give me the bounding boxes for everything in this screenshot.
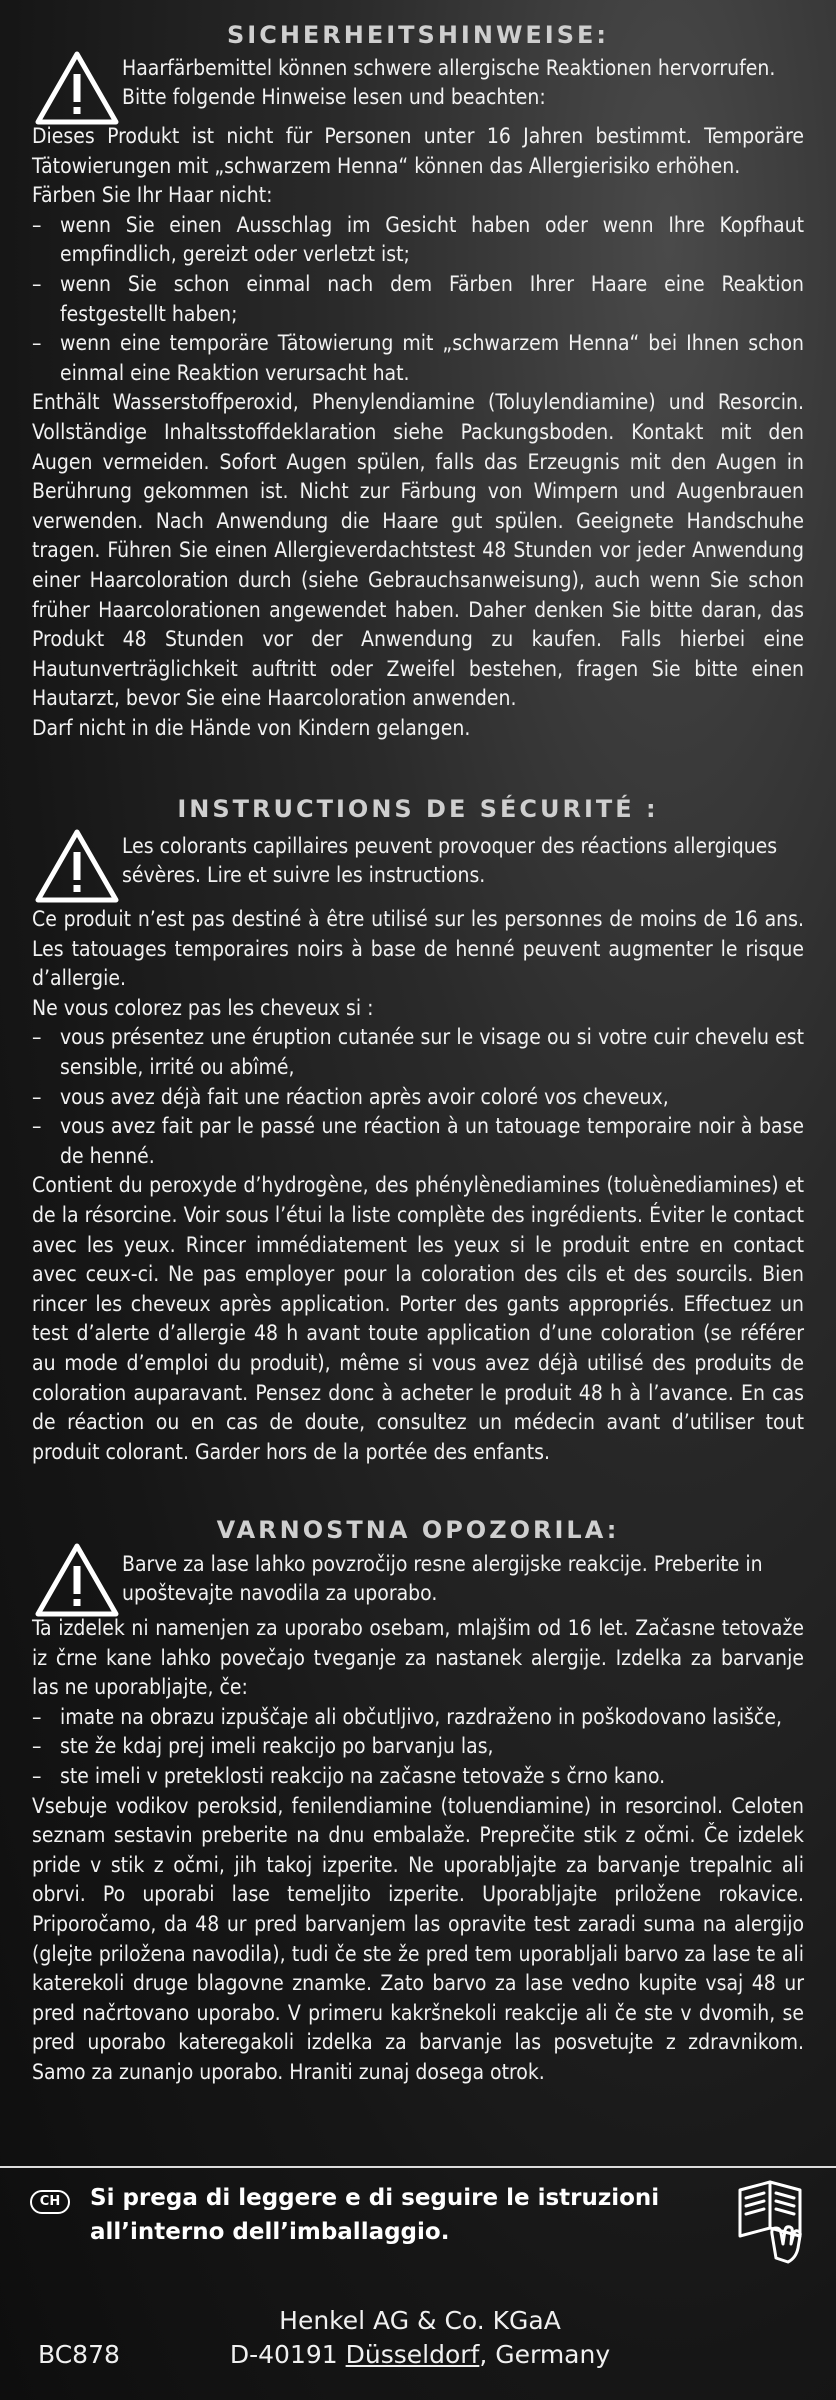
leaflet-hand-icon [730, 2170, 814, 2266]
de-lead: Färben Sie Ihr Haar nicht: [32, 183, 273, 208]
de-bullet: – wenn Sie schon einmal nach dem Färben Ihrer Haare eine Reaktion festgestellt haben; [32, 271, 804, 326]
de-bullet: – wenn Sie einen Ausschlag im Gesicht haben oder wenn Ihre Kopfhaut empfindlich, gereizt oder verletzt ist; [32, 212, 804, 267]
de-warning-text: Haarfärbemittel können schwere allergische Reaktionen hervorrufen. Bitte folgende Hinweise lesen und beachten: [122, 56, 776, 109]
product-code: BC878 [38, 2340, 120, 2369]
address-country: , Germany [479, 2340, 611, 2369]
divider [0, 2166, 836, 2168]
de-closing: Darf nicht in die Hände von Kindern gelangen. [32, 715, 471, 740]
de-section-title: SICHERHEITSHINWEISE: [226, 21, 610, 49]
fr-bullet: – vous avez déjà fait une réaction après avoir coloré vos cheveux, [32, 1084, 669, 1109]
sl-body [32, 1614, 804, 2088]
fr-section-title: INSTRUCTIONS DE SÉCURITÉ : [177, 795, 659, 823]
fr-paragraph: Contient du peroxyde d’hydrogène, des phénylènediamines (toluènediamines) et de la résorcine. Voir sous l’étui la liste complète des ingrédients. Éviter le contact avec les yeux. Rincer immédiatement les yeux si le produit entre en contact avec ceux-ci. Ne pas employer pour la coloration des cils et des sourcils. Bien rincer les cheveux après application. Porter des gants appropriés. Effectuez un test d’alerte d’allergie 48 h avant toute application d’une coloration (se référer au mode d’emploi du produit), même si vous avez déjà utilisé des produits de coloration auparavant. Pensez donc à acheter le produit 48 h à l’avance. En cas de réaction ou en cas de doute, consultez un médecin avant d’utiliser tout produit colorant. Garder hors de la portée des enfants. [32, 1173, 804, 1464]
fr-bullet: – vous avez fait par le passé une réaction à un tatouage temporaire noir à base de henné. [32, 1114, 804, 1168]
ch-country-badge: CH [30, 2190, 70, 2214]
ch-instruction-text: Si prega di leggere e di seguire le istruzioni all’interno dell’imballaggio. [90, 2185, 660, 2245]
sl-warning-text: Barve za lase lahko povzročijo resne alergijske reakcije. Preberite in upoštevajte navodila za uporabo. [122, 1552, 763, 1605]
de-body [32, 122, 804, 743]
fr-body [32, 905, 804, 1467]
fr-intro: Ce produit n’est pas destiné à être utilisé sur les personnes de moins de 16 ans. Les tatouages temporaires noirs à base de henné peuvent augmenter le risque d’allergie. [32, 907, 804, 991]
sl-paragraph: Vsebuje vodikov peroksid, fenilendiamine (toluendiamine) in resorcinol. Celoten seznam sestavin preberite na dnu embalaže. Preprečite stik z očmi. Če izdelek pride v stik z očmi, jih takoj izperite. Ne uporabljajte za barvanje trepalnic ali obrvi. Po uporabi lase temeljito izperite. Uporabljajte priložene rokavice. Priporočamo, da 48 ur pred barvanjem las opravite test zaradi suma na alergijo (glejte priložena navodila), tudi če ste že pred tem uporabljali barvo za lase te ali katerekoli druge blagovne znamke. Zato barvo za lase vedno kupite vsaj 48 ur pred načrtovano uporabo. V primeru kakršnekoli reakcije ali če ste v dvomih, se pred uporabo kateregakoli izdelka za barvanje las posvetujte z zdravnikom. Samo za zunanjo uporabo. Hraniti zunaj dosega otrok. [32, 1793, 804, 2084]
warning-triangle-icon [34, 828, 120, 904]
company-address [170, 2340, 670, 2369]
de-bullet: – wenn eine temporäre Tätowierung mit „schwarzem Henna“ bei Ihnen schon einmal eine Reaktion verursacht hat. [32, 331, 804, 385]
sl-intro: Ta izdelek ni namenjen za uporabo osebam, mlajšim od 16 let. Začasne tetovaže iz črne kane lahko povečajo tveganje za nastanek alergije. Izdelka za barvanje las ne uporabljajte, če: [32, 1616, 804, 1700]
sl-section-title: VARNOSTNA OPOZORILA: [216, 1516, 620, 1544]
fr-bullet: – vous présentez une éruption cutanée sur le visage ou si votre cuir chevelu est sensible, irrité ou abîmé, [32, 1025, 804, 1079]
warning-triangle-icon [34, 1542, 120, 1618]
de-intro: Dieses Produkt ist nicht für Personen unter 16 Jahren bestimmt. Temporäre Tätowierungen mit „schwarzem Henna“ können das Allergierisiko erhöhen. [32, 124, 804, 178]
warning-triangle-icon [34, 50, 120, 126]
de-paragraph: Enthält Wasserstoffperoxid, Phenylendiamine (Toluylendiamine) und Resorcin. Vollständige Inhaltsstoffdeklaration siehe Packungsboden. Kontakt mit den Augen vermeiden. Sofort Augen spülen, falls das Erzeugnis mit den Augen in Berührung gekommen ist. Nicht zur Färbung von Wimpern und Augenbrauen verwenden. Nach Anwendung die Haare gut spülen. Geeignete Handschuhe tragen. Führen Sie einen Allergieverdachtstest 48 Stunden vor jeder Anwendung einer Haarcoloration durch (siehe Gebrauchsanweisung), auch wenn Sie schon früher Haarcolorationen angewendet haben. Daher denken Sie bitte daran, das Produkt 48 Stunden vor der Anwendung zu kaufen. Falls hierbei eine Hautunverträglichkeit auftritt oder Zweifel bestehen, fragen Sie bitte einen Hautarzt, bevor Sie eine Haarcoloration anwenden. [32, 390, 804, 711]
sl-bullet: – imate na obrazu izpuščaje ali občutljivo, razdraženo in poškodovano lasišče, [32, 1704, 782, 1729]
address-postcode: D-40191 [229, 2340, 346, 2369]
fr-lead: Ne vous colorez pas les cheveux si : [32, 995, 374, 1020]
company-name: Henkel AG & Co. KGaA [279, 2306, 561, 2335]
fr-warning-text: Les colorants capillaires peuvent provoquer des réactions allergiques sévères. Lire et suivre les instructions. [122, 834, 778, 887]
sl-bullet: – ste že kdaj prej imeli reakcijo po barvanju las, [32, 1734, 494, 1759]
address-city: Düsseldorf [345, 2340, 480, 2369]
sl-bullet: – ste imeli v preteklosti reakcijo na začasne tetovaže s črno kano. [32, 1763, 666, 1788]
